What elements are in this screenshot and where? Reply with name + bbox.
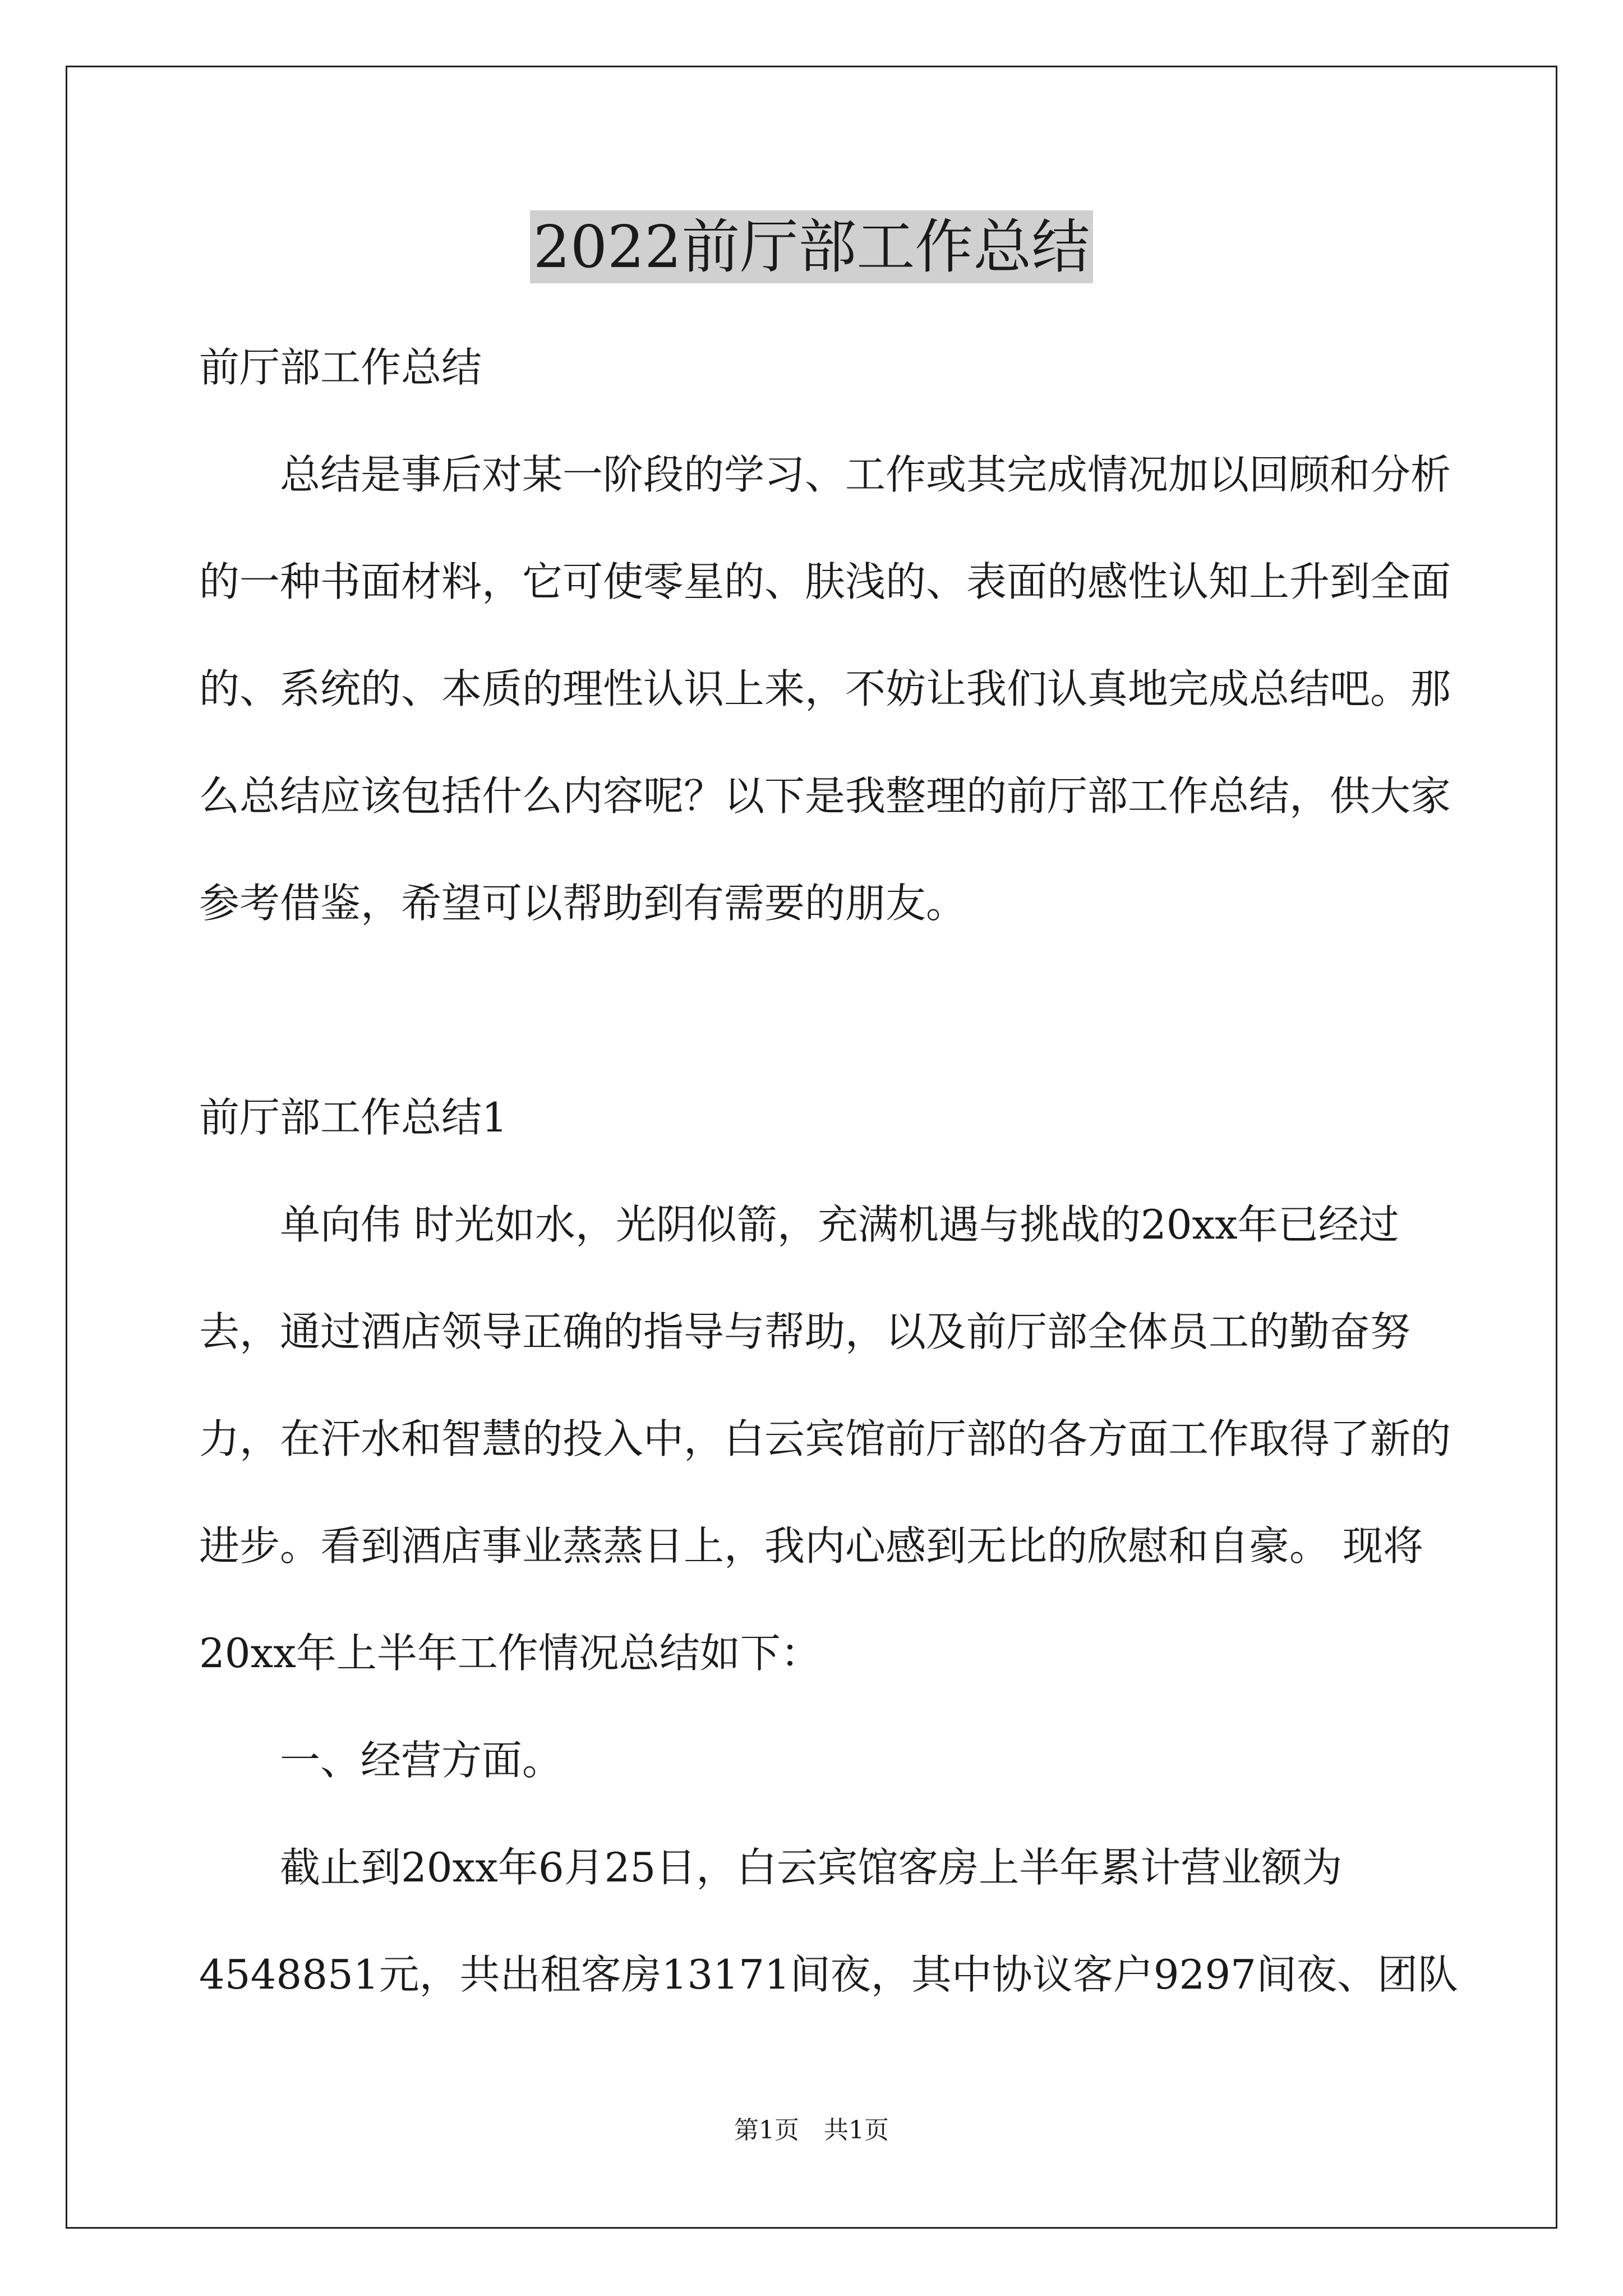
blank-line <box>199 957 1478 1064</box>
section-paragraph: 截止到20xx年6月25日，白云宾馆客房上半年累计营业额为4548851元，共出租客房13171间夜，其中协议客户9297间夜、团队 <box>199 1844 1458 1998</box>
document-title: 2022前厅部工作总结 <box>0 210 1623 283</box>
intro-paragraph: 总结是事后对某一阶段的学习、工作或其完成情况加以回顾和分析的一种书面材料，它可使零星的、肤浅的、表面的感性认知上升到全面的、系统的、本质的理性认识上来，不妨让我们认真地完成总结吧。那么总结应该包括什么内容呢？以下是我整理的前厅部工作总结，供大家参考借鉴，希望可以帮助到有需要的朋友。 <box>199 451 1451 927</box>
page-footer: 第1页 共1页 <box>734 2116 889 2145</box>
section-heading: 前厅部工作总结1 <box>199 1094 508 1141</box>
document-body <box>199 314 1478 2028</box>
section-subheading: 一、经营方面。 <box>280 1737 563 1784</box>
section-paragraph: 单向伟 时光如水，光阴似箭，充满机遇与挑战的20xx年已经过去，通过酒店领导正确的指导与帮助，以及前厅部全体员工的勤奋努力，在汗水和智慧的投入中，白云宾馆前厅部的各方面工作取得了新的进步。看到酒店事业蒸蒸日上，我内心感到无比的欣慰和自豪。 现将20xx年上半年工作情况总结如下： <box>199 1201 1451 1677</box>
subtitle: 前厅部工作总结 <box>199 344 482 391</box>
